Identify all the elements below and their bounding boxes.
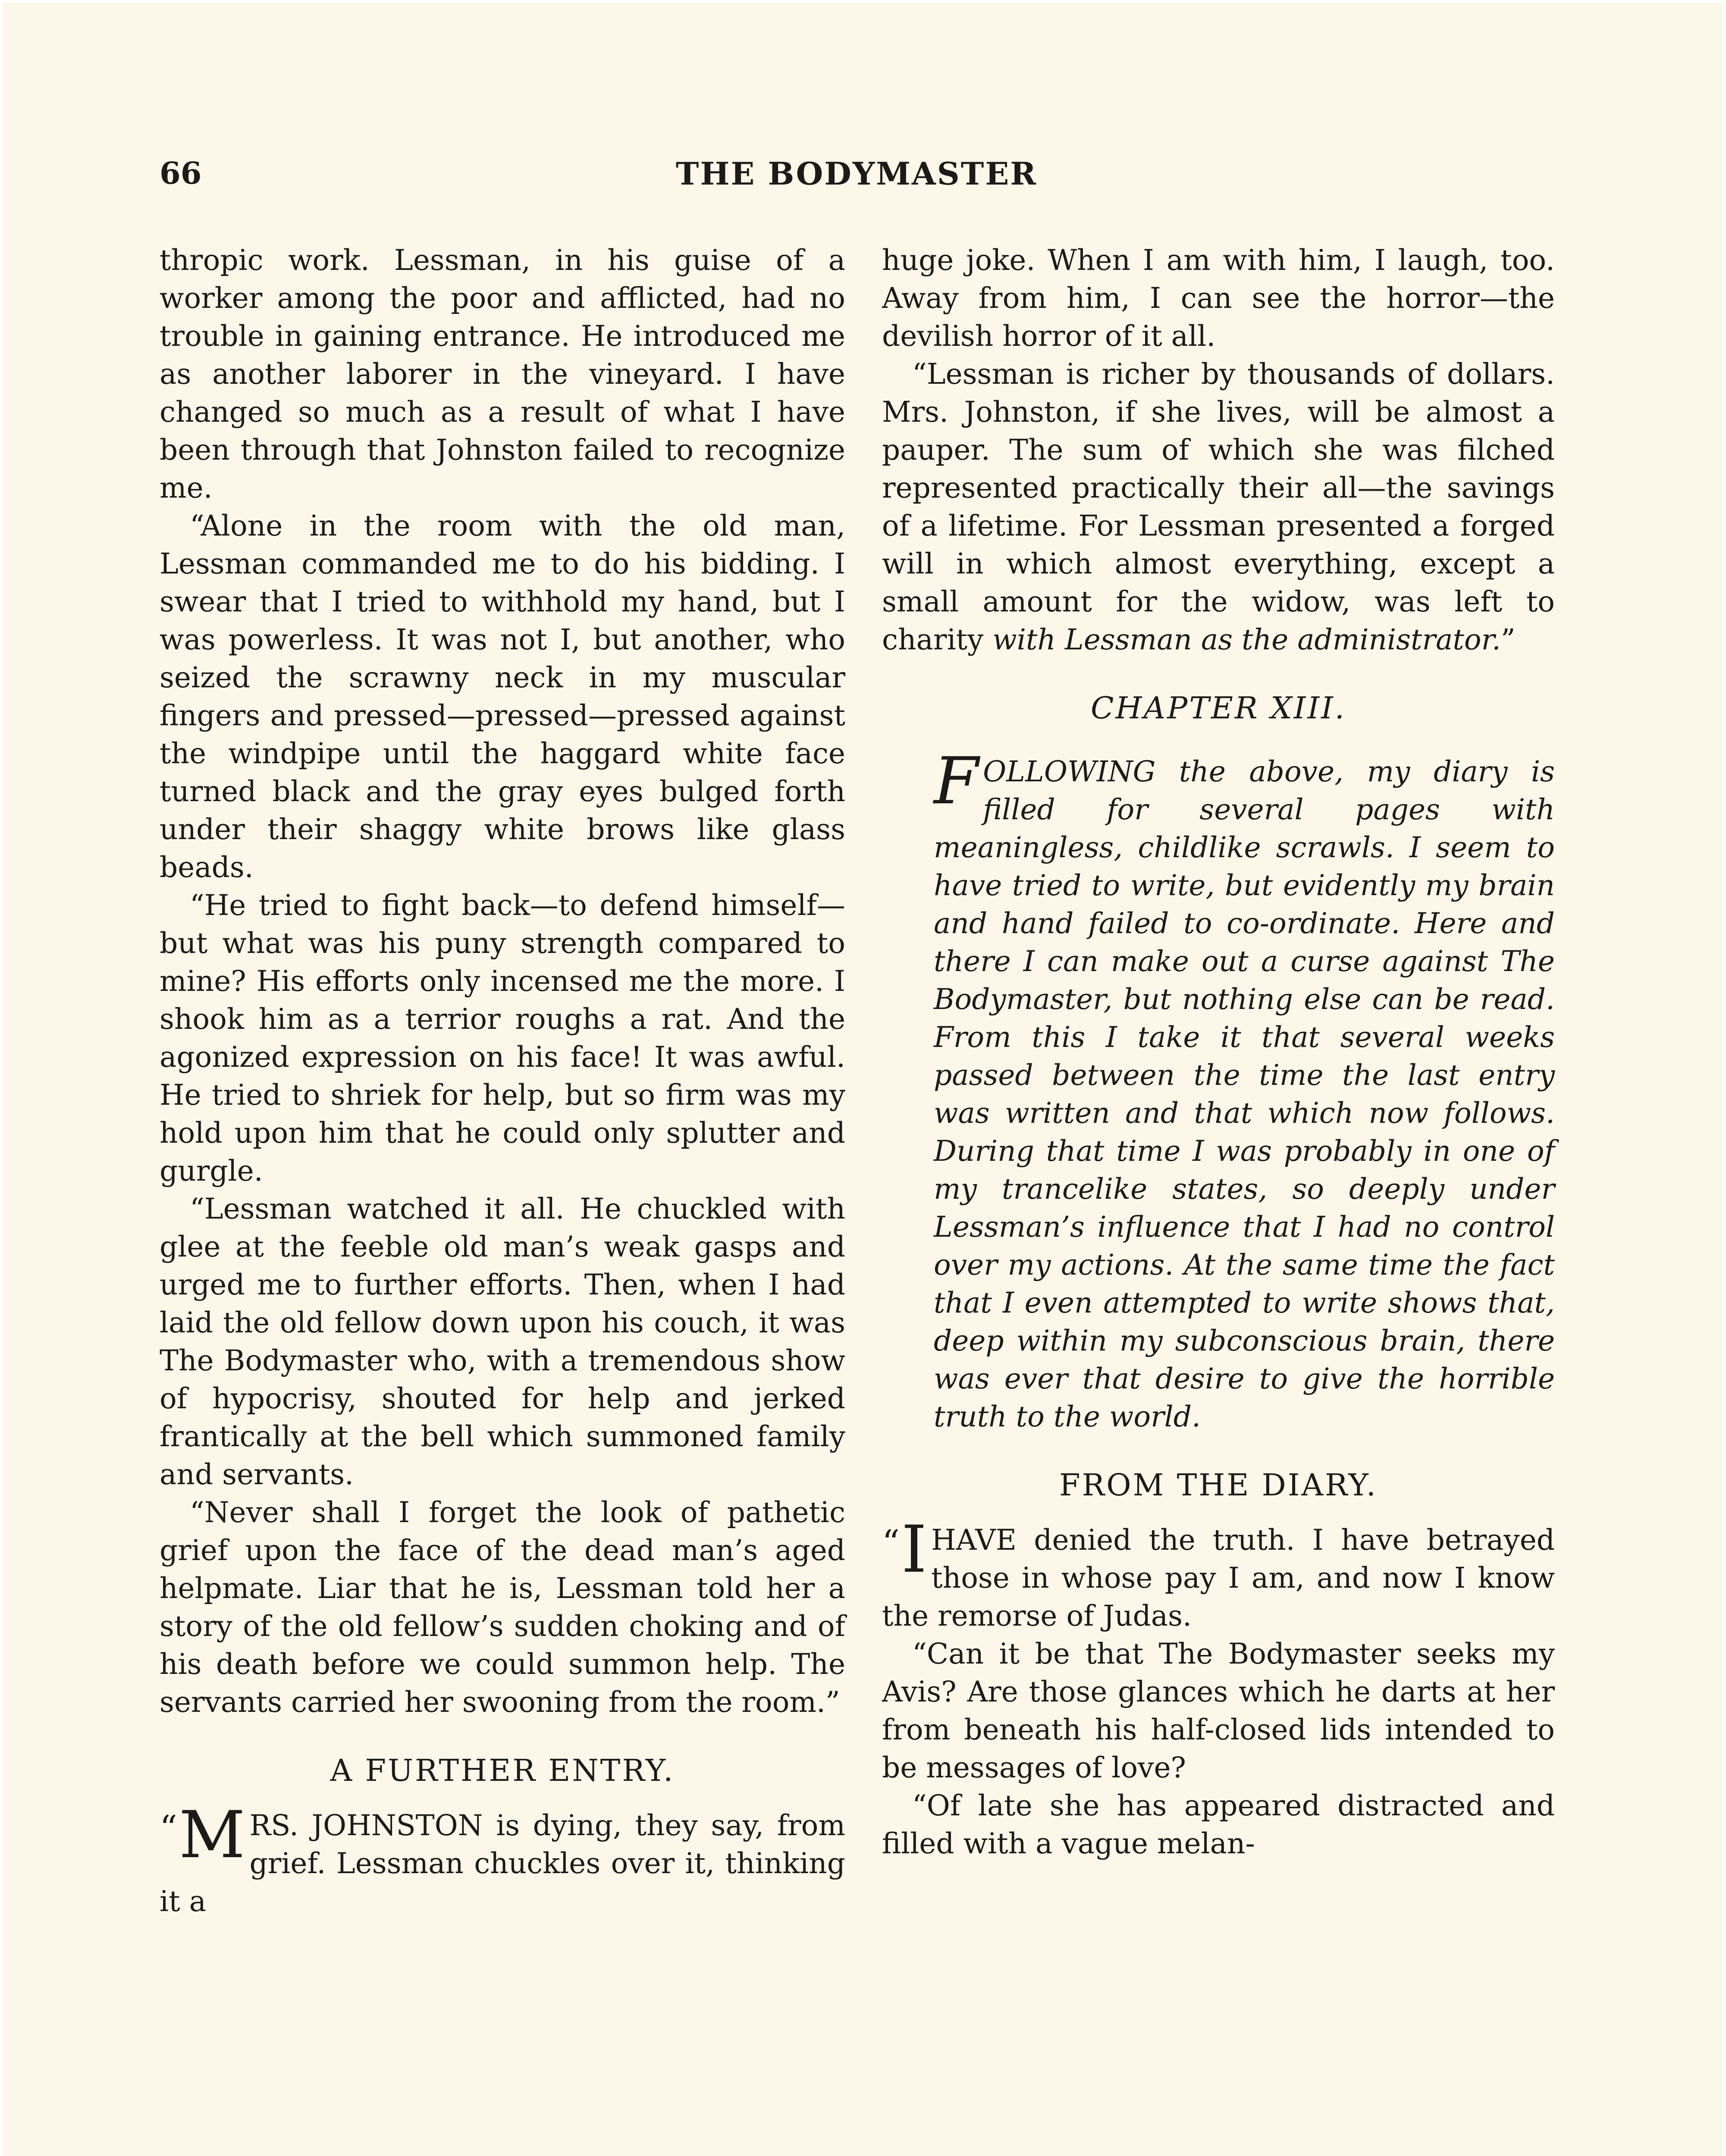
chapter-intro-text: OLLOWING the above, my diary is filled for several pages with meaningless, childlike scrawls. I seem to have tried to write, but evidently my brain and hand failed to co-ordinate. Here and there I can make out a curse against The Bodymaster, but nothing else can be read. From this I take it that several weeks passed between the time the last entry was written and that which now follows. During that time I was probably in one of my trancelike states, so deeply under Lessman’s influence that I had no control over my actions. At the same time the fact that I even attempted to write shows that, deep within my subconscious brain, there was ever that desire to give the horrible truth to the world. [934,755,1555,1433]
paragraph: huge joke. When I am with him, I laugh, too. Away from him, I can see the horror—the devilish horror of it all. [882,244,1555,353]
section-title-from-the-diary: FROM THE DIARY. [1059,1467,1378,1503]
paragraph-with-drop-cap [882,1512,1555,1635]
opening-quote: “ [882,1523,900,1563]
paragraph: “Lessman watched it all. He chuckled with glee at the feeble old man’s weak gasps and urged me to further efforts. Then, when I had laid the old fellow down upon his couch, it was The Bodymaster who, with a tremendous show of hypocrisy, shouted for help and jerked frantically at the bell which summoned family and servants. [160,1192,845,1491]
paragraph: “Alone in the room with the old man, Lessman commanded me to do his bidding. I swear that I tried to withhold my hand, but I was powerless. It was not I, but another, who seized the scrawny neck in my muscular fingers and pressed—pressed—pressed against the windpipe until the haggard white face turned black and the gray eyes bulged forth under their shaggy white brows like glass beads. [160,509,845,884]
italic-text: with Lessman as the administrator. [992,623,1501,656]
paragraph-text: RS. JOHNSTON is dying, they say, from grief. Lessman chuckles over it, thinking it a [160,1809,845,1918]
drop-cap: I [901,1512,927,1587]
paragraph: “Of late she has appeared distracted and filled with a vague melan- [882,1789,1555,1860]
page-number: 66 [160,155,202,191]
page-header [160,155,1553,203]
section-title-further-entry: A FURTHER ENTRY. [330,1753,675,1788]
running-title: THE BODYMASTER [675,155,1038,192]
paragraph: “Never shall I forget the look of pathetic grief upon the face of the dead man’s aged helpmate. Liar that he is, Lessman told her a story of the old fellow’s sudden choking and of his death before we could summon help. The servants carried her swooning from the room.” [160,1496,845,1719]
drop-cap: F [934,744,979,819]
paragraph: thropic work. Lessman, in his guise of a worker among the poor and afflicted, had no trouble in gaining entrance. He introduced me as another laborer in the vineyard. I have changed so much as a result of what I have been through that Johnston failed to recognize me. [160,244,845,505]
right-column [882,241,1555,1863]
paragraph: “He tried to fight back—to defend himself—but what was his puny strength compared to mine? His efforts only incensed me the more. I shook him as a terrior roughs a rat. And the agonized expression on his face! It was awful. He tried to shriek for help, but so firm was my hold upon him that he could only splutter and gurgle. [160,889,845,1188]
chapter-title: CHAPTER XIII. [1090,690,1346,726]
drop-cap: M [179,1798,245,1873]
opening-quote: “ [160,1808,177,1848]
paragraph-text: “Lessman is richer by thousands of dollars. Mrs. Johnston, if she lives, will be almost a pauper. The sum of which she was filched represented practically their all—the savings of a lifetime. For Lessman presented a forged will in which almost everything, except a small amount for the widow, was left to charity [882,357,1555,656]
paragraph-with-drop-cap [160,1798,845,1921]
chapter-intro [882,744,1555,1436]
closing-quote: ” [1500,623,1516,656]
left-column [160,241,845,1921]
paragraph [882,355,1555,659]
paragraph-text: HAVE denied the truth. I have betrayed those in whose pay I am, and now I know the remorse of Judas. [882,1523,1555,1633]
paragraph: “Can it be that The Bodymaster seeks my Avis? Are those glances which he darts at her from beneath his half-closed lids intended to be messages of love? [882,1637,1555,1784]
